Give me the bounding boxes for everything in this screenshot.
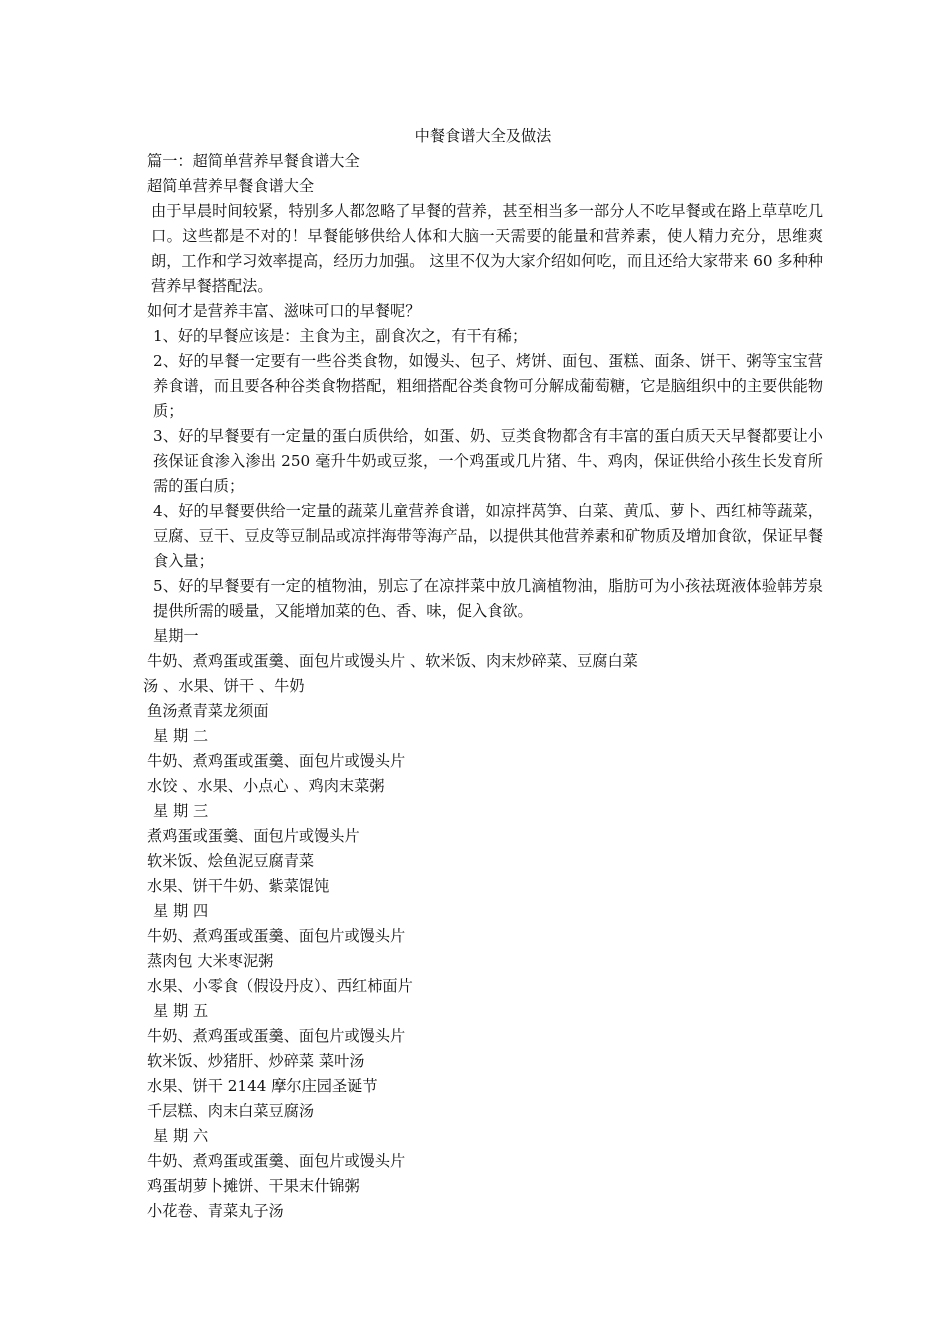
document-page: [143, 124, 823, 1224]
menu-line: 鱼汤煮青菜龙须面: [147, 702, 269, 720]
menu-line: 牛奶、煮鸡蛋或蛋羹、面包片或馒头片 、软米饭、肉末炒碎菜、豆腐白菜: [147, 652, 638, 670]
day-heading-friday: 星 期 五: [153, 1002, 209, 1020]
day-heading-monday: 星期一: [153, 627, 199, 645]
menu-line: 汤 、水果、饼干 、牛奶: [143, 677, 305, 695]
menu-line: 软米饭、烩鱼泥豆腐青菜: [147, 852, 315, 870]
subheading: 超简单营养早餐食谱大全: [147, 177, 315, 195]
menu-line: 牛奶、煮鸡蛋或蛋羹、面包片或馒头片: [147, 1027, 406, 1045]
menu-line: 水饺 、水果、小点心 、鸡肉末菜粥: [147, 777, 385, 795]
menu-line: 蒸肉包 大米枣泥粥: [147, 952, 274, 970]
menu-line: 软米饭、炒猪肝、炒碎菜 菜叶汤: [147, 1052, 365, 1070]
menu-line: 千层糕、肉末白菜豆腐汤: [147, 1102, 315, 1120]
menu-line: 小花卷、青菜丸子汤: [147, 1202, 284, 1220]
day-heading-tuesday: 星 期 二: [153, 727, 209, 745]
menu-line: 牛奶、煮鸡蛋或蛋羹、面包片或馒头片: [147, 752, 406, 770]
point-5: 5、好的早餐要有一定的植物油，别忘了在凉拌菜中放几滴植物油，脂肪可为小孩祛斑液体验韩芳泉提供所需的暖量，又能增加菜的色、香、味，促入食欲。: [153, 577, 823, 620]
point-2: 2、好的早餐一定要有一些谷类食物，如馒头、包子、烤饼、面包、蛋糕、面条、饼干、粥等宝宝营养食谱，而且要各种谷类食物搭配，粗细搭配谷类食物可分解成葡萄糖，它是脑组织中的主要供能物质；: [153, 352, 823, 420]
week-menu: [143, 624, 823, 1224]
question-line: 如何才是营养丰富、滋味可口的早餐呢？: [147, 302, 421, 320]
day-heading-thursday: 星 期 四: [153, 902, 209, 920]
menu-line: 牛奶、煮鸡蛋或蛋羹、面包片或馒头片: [147, 927, 406, 945]
document-title: 中餐食谱大全及做法: [414, 127, 552, 145]
menu-line: 煮鸡蛋或蛋羹、面包片或馒头片: [147, 827, 360, 845]
menu-line: 水果、饼干 2144 摩尔庄园圣诞节: [147, 1077, 378, 1095]
section-heading: 篇一：超简单营养早餐食谱大全: [147, 152, 360, 170]
point-3: 3、好的早餐要有一定量的蛋白质供给，如蛋、奶、豆类食物都含有丰富的蛋白质天天早餐都要让小孩保证食渗入渗出 250 毫升牛奶或豆浆，一个鸡蛋或几片猪、牛、鸡肉，保证供给小孩生长发育所需的蛋白质；: [153, 427, 823, 495]
point-1: 1、好的早餐应该是：主食为主，副食次之，有干有稀；: [153, 327, 528, 345]
intro-paragraph: 由于早晨时间较紧，特别多人都忽略了早餐的营养，甚至相当多一部分人不吃早餐或在路上草草吃几口。这些都是不对的！早餐能够供给人体和大脑一天需要的能量和营养素，使人精力充分，思维爽朗，工作和学习效率提高，经历力加强。 这里不仅为大家介绍如何吃，而且还给大家带来 60 多种种营养早餐搭配法。: [151, 202, 823, 295]
menu-line: 水果、饼干牛奶、紫菜馄饨: [147, 877, 330, 895]
menu-line: 鸡蛋胡萝卜摊饼、干果末什锦粥: [147, 1177, 360, 1195]
day-heading-saturday: 星 期 六: [153, 1127, 209, 1145]
day-heading-wednesday: 星 期 三: [153, 802, 209, 820]
point-4: 4、好的早餐要供给一定量的蔬菜儿童营养食谱，如凉拌莴笋、白菜、黄瓜、萝卜、西红柿等蔬菜，豆腐、豆干、豆皮等豆制品或凉拌海带等海产品，以提供其他营养素和矿物质及增加食欲，保证早餐食入量；: [153, 502, 823, 570]
menu-line: 牛奶、煮鸡蛋或蛋羹、面包片或馒头片: [147, 1152, 406, 1170]
menu-line: 水果、小零食（假设丹皮）、西红柿面片: [147, 977, 413, 995]
